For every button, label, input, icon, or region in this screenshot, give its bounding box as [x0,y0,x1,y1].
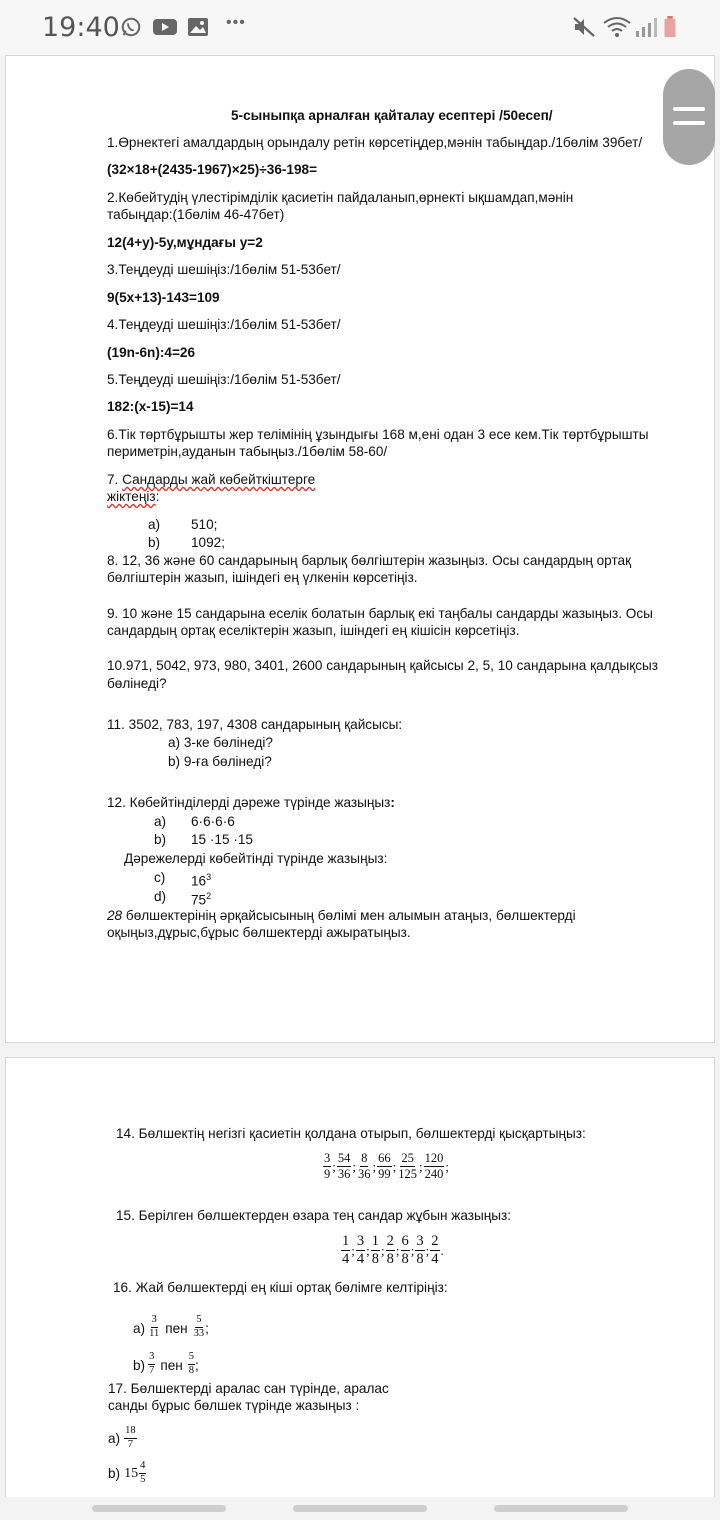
whatsapp-icon [118,16,144,38]
document-page-2 [5,1057,715,1497]
fraction-14-5: $\frac{25}{125}$ [398,1151,417,1181]
fraction-14-1: $\frac{3}{9}$ [324,1151,331,1181]
task-17-text-line1: 17. Бөлшектерді аралас сан түрінде, аралас [108,1381,389,1396]
status-bar [0,0,720,56]
menu-icon-line [673,121,705,125]
fraction-15-1: $\frac{1}{4}$ [342,1233,350,1267]
fraction-separator: ; [392,1158,397,1174]
task-5-text: 5.Теңдеуді шешіңіз:/1бөлім 51-53бет/ [107,372,341,387]
task-12-d-label: d) [154,889,167,904]
fraction-16-b-2: $\frac{5}{8}$ [188,1351,195,1376]
task-12-d-exponent: 2 [206,891,212,901]
task-2-expression: 12(4+y)-5y,мұндағы y=2 [107,235,263,250]
task-11-text: 11. 3502, 783, 197, 4308 сандарының қайсысы: [107,717,403,732]
fraction-14-6: $\frac{120}{240}$ [424,1151,444,1181]
task-10-text-line2: бөлінеді? [107,676,167,691]
task-16-b-label: b) [133,1358,146,1373]
wifi-icon [602,16,632,38]
fraction-16-b-1: $\frac{3}{7}$ [149,1351,155,1376]
fraction-17-b: $\frac{4}{5}$ [140,1460,146,1485]
menu-button[interactable] [663,69,715,165]
fraction-separator: ; [352,1158,356,1174]
task-14-text: 14. Бөлшектің негізгі қасиетін қолдана отырып, бөлшектерді қысқартыңыз: [116,1126,586,1141]
task-16-a [133,1303,209,1339]
task-16-a-label: a) [133,1321,146,1336]
task-16-b [133,1340,199,1376]
task-17-a-label: a) [108,1430,121,1446]
fraction-15-5: $\frac{6}{8}$ [401,1233,409,1267]
task-12-c-label: c) [154,870,166,885]
task-6-text-line2: периметрін,ауданын табыңыз./1бөлім 58-60/ [107,444,388,459]
task-12-a-value: 6·6·6·6 [191,814,235,829]
task-14-fractions [323,1148,450,1184]
task-12-b-label: b) [154,832,167,847]
clock: 19:40 [42,12,120,43]
task-5-expression: 182:(x-15)=14 [107,399,194,414]
task-17-text-line2: санды бұрыс бөлшек түрінде жазыңыз : [108,1398,360,1413]
task-11-b: b) 9-ға бөлінеді? [168,754,272,769]
task-17-b-label: b) [108,1465,121,1481]
task-6-text-line1: 6.Тік төртбұрышты жер телімінің ұзындығы 168 м,ені одан 3 есе кем.Тік төртбұрышты [107,427,649,442]
task-17-b-whole: 15 [124,1465,139,1481]
task-10-text-line1: 10.971, 5042, 973, 980, 3401, 2600 сандарының қайсысы 2, 5, 10 сандарына қалдықсыз [107,658,659,673]
menu-icon-line [673,107,705,111]
task-9-text-line2: сандардың ортақ еселіктерін жазып, ішіндегі ең кішісін көрсетіңіз. [107,623,520,638]
gallery-icon [186,16,210,38]
document-page-1 [5,55,715,1043]
task-4-text: 4.Теңдеуді шешіңіз:/1бөлім 51-53бет/ [107,317,341,332]
task-15-fractions [341,1231,445,1269]
task-12-c-exponent: 3 [206,872,212,882]
task-12-c-value [191,869,211,890]
task-13-text-line1 [107,907,576,924]
fraction-14-4: $\frac{66}{99}$ [378,1151,391,1181]
task-1-expression: (32×18+(2435-1967)×25)÷36-198= [107,162,318,177]
fraction-separator: ; [425,1242,430,1258]
recent-apps-button[interactable] [92,1505,226,1512]
task-7-spellcheck-word: жіктеңіз [107,489,156,504]
task-17-b [108,1456,146,1490]
task-16-a-pen: пен [165,1321,188,1336]
task-12-d-value [191,888,211,909]
fraction-17-a: $\frac{18}{7}$ [125,1425,136,1450]
task-12-subtext: Дәрежелерді көбейтінді түрінде жазыңыз: [124,851,388,866]
task-12-a-label: a) [154,814,167,829]
back-button[interactable] [494,1505,628,1512]
task-12-c-base: 16 [191,873,207,889]
fraction-separator: ; [381,1242,385,1258]
fraction-14-2: $\frac{54}{36}$ [337,1151,351,1181]
fraction-15-3: $\frac{1}{8}$ [371,1233,379,1267]
task-7-text-line1 [107,471,315,488]
task-2-text-line2: табыңдар:(1бөлім 46-47бет) [107,207,285,222]
task-3-expression: 9(5x+13)-143=109 [107,290,220,305]
youtube-icon [152,16,178,38]
mute-icon [572,16,596,38]
task-16-a-end: ; [205,1321,209,1336]
task-7-a-value: 510; [191,517,218,532]
fraction-separator: ; [372,1158,377,1174]
task-13-text-line2: оқыңыз,дұрыс,бұрыс бөлшектерді ажыратыңыз. [107,925,411,940]
navigation-bar [0,1497,720,1520]
fraction-16-a-1: $\frac{3}{11}$ [149,1314,160,1339]
task-7-a-label: a) [148,517,161,532]
task-12-instruction: 12. Көбейтінділерді дәреже түрінде жазыңыз [107,795,391,810]
task-7-spellcheck-text: Сандарды жай көбейткіштерге [122,472,316,487]
fraction-separator: ; [332,1158,336,1174]
fraction-15-7: $\frac{2}{4}$ [431,1233,439,1267]
fraction-15-6: $\frac{3}{8}$ [416,1233,424,1267]
task-12-colon: : [390,795,395,810]
task-2-text-line1: 2.Көбейтудің үлестірімділік қасиетін пайдаланып,өрнекті ықшамдап,мәнін [107,190,574,205]
task-11-a: a) 3-ке бөлінеді? [168,735,273,750]
task-8-text-line1: 8. 12, 36 және 60 сандарының барлық бөлгіштерін жазыңыз. Осы сандардың ортақ [107,553,632,568]
task-13-number: 28 [107,908,123,923]
fraction-separator: ; [445,1158,449,1174]
task-12-b-value: 15 ·15 ·15 [191,832,253,847]
battery-icon [662,16,678,38]
task-9-text-line1: 9. 10 және 15 сандарына еселік болатын барлық екі таңбалы сандарды жазыңыз. Осы [107,606,653,621]
fraction-separator: ; [395,1242,400,1258]
more-icon: ••• [226,14,246,31]
task-7-number: 7. [107,472,123,487]
task-7-b-value: 1092; [191,535,226,550]
task-12-text [107,794,395,811]
fraction-14-3: $\frac{8}{36}$ [358,1151,371,1181]
task-16-b-pen: пен [160,1358,183,1373]
fraction-separator: ; [366,1242,370,1258]
fraction-separator: ; [410,1242,415,1258]
task-13-instruction: бөлшектерінің әрқайсысының бөлімі мен алымын атаңыз, бөлшектерді [122,908,576,923]
fraction-separator: ; [419,1158,423,1174]
document-title: 5-сыныпқа арналған қайталау есептері /50есеп/ [231,108,553,123]
task-4-expression: (19n-6n):4=26 [107,345,196,360]
home-button[interactable] [293,1505,427,1512]
task-7-text-line2 [107,488,159,505]
fraction-16-a-2: $\frac{5}{33}$ [193,1314,205,1339]
fraction-15-4: $\frac{2}{8}$ [386,1233,394,1267]
task-12-d-base: 75 [191,892,207,908]
task-8-text-line2: бөлгіштерін жазып, ішіндегі ең үлкенін көрсетіңіз. [107,570,418,585]
task-3-text: 3.Теңдеуді шешіңіз:/1бөлім 51-53бет/ [107,262,341,277]
task-15-text: 15. Берілген бөлшектерден өзара тең сандар жұбын жазыңыз: [116,1208,512,1223]
fraction-15-2: $\frac{3}{4}$ [356,1233,365,1267]
fraction-end-dot: . [440,1242,444,1258]
fraction-separator: ; [351,1242,355,1258]
task-16-text: 16. Жай бөлшектерді ең кіші ортақ бөлімге келтіріңіз: [113,1280,448,1295]
task-16-b-end: ; [195,1358,199,1373]
task-7-b-label: b) [148,535,161,550]
task-17-a [108,1421,137,1455]
task-1-text: 1.Өрнектегі амалдардың орындалу ретін көрсетіңдер,мәнін табыңдар./1бөлім 39бет/ [107,135,643,150]
signal-icon [634,16,658,38]
task-7-colon: : [155,489,160,504]
